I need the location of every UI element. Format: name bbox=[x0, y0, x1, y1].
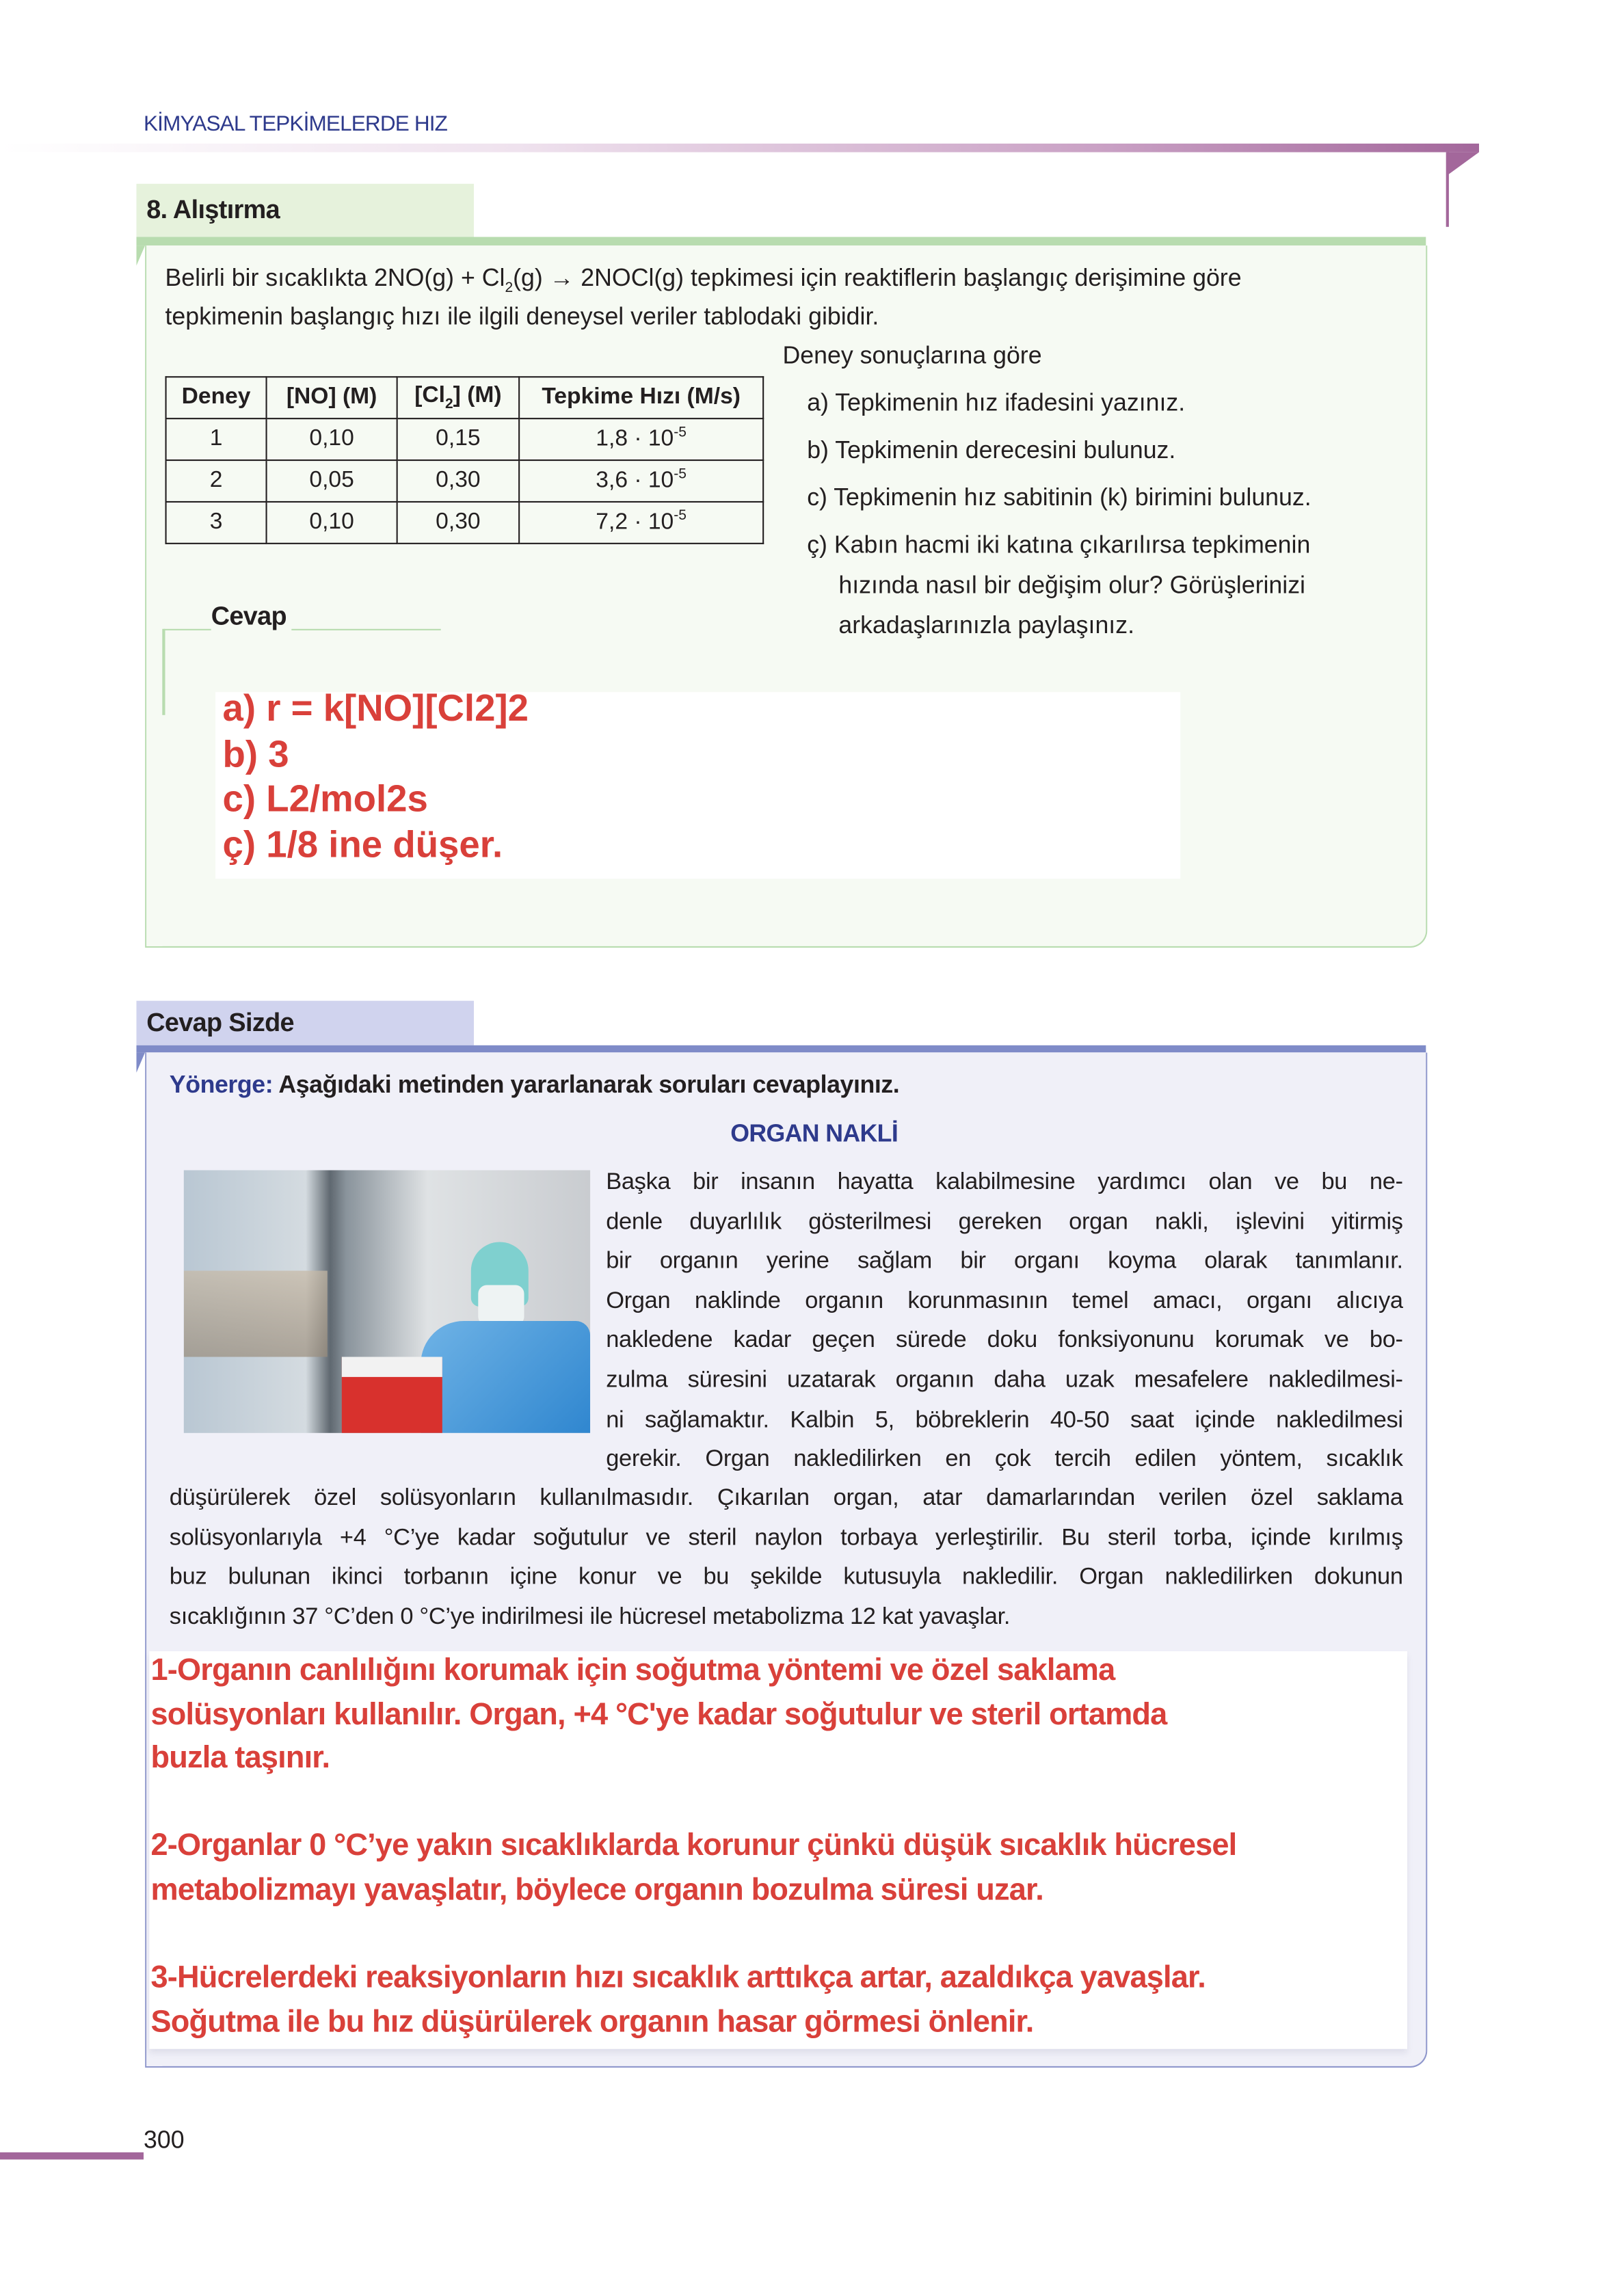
rate-value: 3,6 · 10 bbox=[596, 468, 674, 494]
rate-exponent: -5 bbox=[674, 467, 687, 483]
header-text: [Cl bbox=[414, 383, 445, 408]
rate-exponent: -5 bbox=[674, 425, 687, 442]
cell-cl2: 0,30 bbox=[397, 460, 520, 502]
directive bbox=[170, 1071, 899, 1100]
directive-text: Aşağıdaki metinden yararlanarak soruları cevaplayınız. bbox=[273, 1071, 900, 1099]
answer-bracket-left bbox=[162, 629, 165, 715]
reading-paragraph-wrapped bbox=[606, 1163, 1403, 1480]
reading-paragraph-full bbox=[170, 1479, 1403, 1638]
header-corner-triangle bbox=[1448, 152, 1479, 176]
exercise-bar bbox=[136, 237, 1426, 245]
exercise-answers bbox=[223, 686, 529, 868]
answer-c: c) L2/mol2s bbox=[222, 777, 428, 820]
exercise-wedge bbox=[136, 245, 145, 265]
photo-background bbox=[184, 1270, 328, 1357]
answer-label-line bbox=[291, 629, 440, 630]
answer-a: a) r = k[NO][Cl2]2 bbox=[222, 686, 529, 730]
header-gradient-bar bbox=[0, 144, 1479, 152]
cell-deney: 2 bbox=[166, 460, 267, 502]
paragraph-line: solüsyonlarıyla +4 °C’ye kadar soğutulur ve steril naylon torbaya yerleştirilir. Bu steril torba, içinde kırılmış bbox=[169, 1524, 1403, 1551]
col-header-cl2 bbox=[397, 377, 520, 418]
answer-bracket-top bbox=[163, 629, 211, 630]
cell-rate bbox=[519, 502, 763, 544]
answer-line: 1-Organın canlılığını korumak için soğutma yöntemi ve özel saklama bbox=[150, 1653, 1115, 1687]
paragraph-line: düşürülerek özel solüsyonların kullanılmasıdır. Çıkarılan organ, atar damarlarından verilen özel saklama bbox=[169, 1484, 1403, 1511]
question-c-cedilla-cont: arkadaşlarınızla paylaşınız. bbox=[838, 611, 1134, 639]
question-c-cedilla-cont: hızında nasıl bir değişim olur? Görüşlerinizi bbox=[838, 571, 1305, 599]
answer-line: solüsyonları kullanılır. Organ, +4 °C'ye kadar soğutulur ve steril ortamda bbox=[150, 1696, 1167, 1731]
footer-line bbox=[0, 2152, 144, 2160]
answer-c-cedilla: ç) 1/8 ine düşer. bbox=[222, 822, 503, 866]
cell-rate bbox=[519, 460, 763, 502]
col-header-no: [NO] (M) bbox=[267, 377, 397, 418]
rate-exponent: -5 bbox=[674, 509, 687, 525]
page-number: 300 bbox=[143, 2126, 185, 2154]
answer-b: b) 3 bbox=[222, 731, 289, 775]
answer-2 bbox=[150, 1824, 1236, 1911]
directive-label: Yönerge: bbox=[169, 1071, 274, 1099]
exercise-intro-line2: tepkimenin başlangıç hızı ile ilgili deneysel veriler tablodaki gibidir. bbox=[165, 303, 879, 330]
exercise-intro-line1 bbox=[165, 264, 1241, 296]
question-c: c) Tepkimenin hız sabitinin (k) birimini bulunuz. bbox=[807, 483, 1312, 511]
cell-cl2: 0,30 bbox=[397, 502, 520, 544]
answer-1 bbox=[150, 1648, 1167, 1780]
results-intro: Deney sonuçlarına göre bbox=[782, 341, 1042, 369]
chapter-header: KİMYASAL TEPKİMELERDE HIZ bbox=[143, 111, 448, 137]
question-c-cedilla: ç) Kabın hacmi iki katına çıkarılırsa tepkimenin bbox=[807, 531, 1311, 559]
section-tab: Cevap Sizde bbox=[136, 1001, 473, 1045]
cell-no: 0,05 bbox=[267, 460, 397, 502]
answer-line: 2-Organlar 0 °C’ye yakın sıcaklıklarda korunur çünkü düşük sıcaklık hücresel bbox=[150, 1828, 1237, 1862]
paragraph-line: buz bulunan ikinci torbanın içine konur ve bu şekilde kutusuyla nakledilir. Organ nakledilirken dokunun bbox=[169, 1564, 1403, 1590]
paragraph-line: ni sağlamaktır. Kalbin 5, böbreklerin 40-50 saat içinde nakledilmesi bbox=[606, 1406, 1403, 1432]
paragraph-line: sıcaklığının 37 °C’den 0 °C’ye indirilmesi ile hücresel metabolizma 12 kat yavaşlar. bbox=[169, 1603, 1011, 1630]
header-text: ] (M) bbox=[453, 383, 502, 408]
cell-deney: 1 bbox=[166, 418, 267, 460]
table-header-row bbox=[166, 377, 764, 418]
photo-cooler-box bbox=[342, 1357, 442, 1432]
table-row bbox=[166, 418, 764, 460]
rate-value: 7,2 · 10 bbox=[596, 510, 674, 535]
cell-deney: 3 bbox=[166, 502, 267, 544]
data-table bbox=[165, 376, 764, 544]
question-b: b) Tepkimenin derecesini bulunuz. bbox=[807, 436, 1176, 464]
table-row bbox=[166, 502, 764, 544]
answer-line: 3-Hücrelerdeki reaksiyonların hızı sıcaklık arttıkça artar, azaldıkça yavaşlar. bbox=[150, 1960, 1206, 1994]
cell-no: 0,10 bbox=[267, 418, 397, 460]
table-row bbox=[166, 460, 764, 502]
col-header-rate: Tepkime Hızı (M/s) bbox=[519, 377, 763, 418]
rate-value: 1,8 · 10 bbox=[596, 427, 674, 452]
photo-gown bbox=[421, 1321, 590, 1433]
answer-3 bbox=[150, 1955, 1205, 2043]
subscript: 2 bbox=[505, 280, 514, 297]
cell-cl2: 0,15 bbox=[397, 418, 520, 460]
subscript: 2 bbox=[445, 396, 453, 412]
intro-text: Belirli bir sıcaklıkta 2NO(g) + Cl bbox=[165, 264, 505, 292]
photo-face bbox=[478, 1285, 524, 1325]
paragraph-line: nakledene kadar geçen sürede doku fonksiyonunu korumak ve bo- bbox=[606, 1327, 1403, 1353]
paragraph-line: zulma süresini uzatarak organın daha uzak mesafelere nakledilmesi- bbox=[606, 1367, 1403, 1393]
header-vertical-line bbox=[1446, 152, 1449, 227]
cell-rate bbox=[519, 418, 763, 460]
paragraph-line: bir organın yerine sağlam bir organı koyma olarak tanımlanır. bbox=[606, 1248, 1403, 1274]
paragraph-line: Organ naklinde organın korunmasının temel amacı, organı alıcıya bbox=[606, 1287, 1403, 1314]
section-bar bbox=[136, 1045, 1426, 1053]
intro-text: (g) → 2NOCl(g) tepkimesi için reaktiflerin başlangıç derişimine göre bbox=[513, 264, 1242, 292]
reading-title: ORGAN NAKLİ bbox=[730, 1119, 898, 1147]
answer-label: Cevap bbox=[211, 601, 287, 630]
answer-line: buzla taşınır. bbox=[150, 1740, 330, 1775]
paragraph-line: gerekir. Organ nakledilirken en çok tercih edilen yöntem, sıcaklık bbox=[606, 1446, 1403, 1472]
question-a: a) Tepkimenin hız ifadesini yazınız. bbox=[807, 389, 1186, 416]
answer-line: Soğutma ile bu hız düşürülerek organın hasar görmesi önlenir. bbox=[150, 2003, 1034, 2038]
exercise-tab: 8. Alıştırma bbox=[136, 184, 473, 237]
organ-transport-photo bbox=[184, 1170, 590, 1432]
paragraph-line: Başka bir insanın hayatta kalabilmesine yardımcı olan ve bu ne- bbox=[606, 1169, 1403, 1195]
cell-no: 0,10 bbox=[267, 502, 397, 544]
section-wedge bbox=[136, 1052, 145, 1072]
paragraph-line: denle duyarlılık gösterilmesi gereken organ nakli, işlevini yitirmiş bbox=[606, 1208, 1403, 1235]
answer-line: metabolizmayı yavaşlatır, böylece organın bozulma süresi uzar. bbox=[150, 1871, 1043, 1906]
col-header-deney: Deney bbox=[166, 377, 267, 418]
